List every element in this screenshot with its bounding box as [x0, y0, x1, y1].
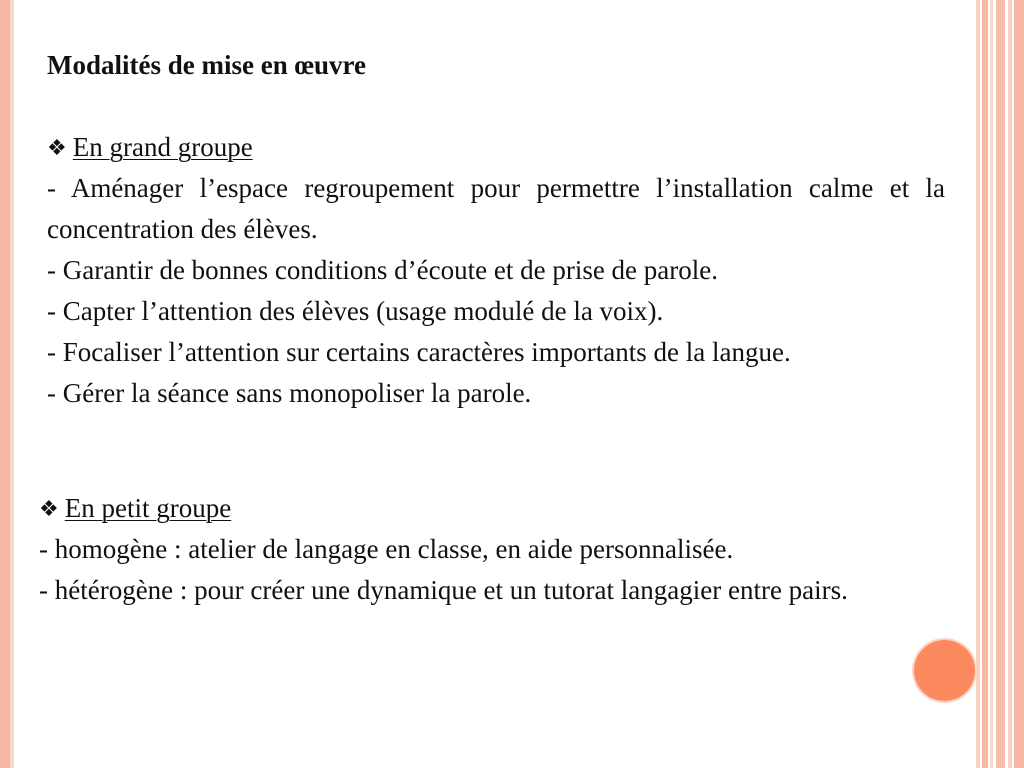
right-frame-stripes — [976, 0, 1024, 768]
left-frame-border — [0, 0, 10, 768]
list-item: - Gérer la séance sans monopoliser la parole. — [47, 378, 532, 408]
list-item: - Garantir de bonnes conditions d’écoute et de prise de parole. — [47, 255, 719, 285]
slide-title: Modalités de mise en œuvre — [47, 50, 366, 80]
diamond-bullet-icon: ❖ — [39, 496, 59, 521]
diamond-bullet-icon: ❖ — [47, 135, 67, 160]
heading-text: En grand groupe — [72, 132, 253, 162]
list-item: - Capter l’attention des élèves (usage modulé de la voix). — [47, 296, 664, 326]
slide-content-secondary — [39, 488, 945, 611]
list-item: - Aménager l’espace regroupement pour permettre l’installation calme et la concentration des élèves. — [47, 173, 945, 244]
slide-content-main — [47, 45, 945, 414]
heading-text: En petit groupe — [64, 493, 232, 523]
list-item: - Focaliser l’attention sur certains caractères importants de la langue. — [47, 337, 791, 367]
list-item: - hétérogène : pour créer une dynamique et un tutorat langagier entre pairs. — [39, 575, 848, 605]
decorative-circle — [914, 640, 975, 701]
section-heading-grand-groupe — [47, 127, 945, 168]
section-heading-petit-groupe — [39, 488, 945, 529]
list-item: - homogène : atelier de langage en classe, en aide personnalisée. — [39, 534, 734, 564]
